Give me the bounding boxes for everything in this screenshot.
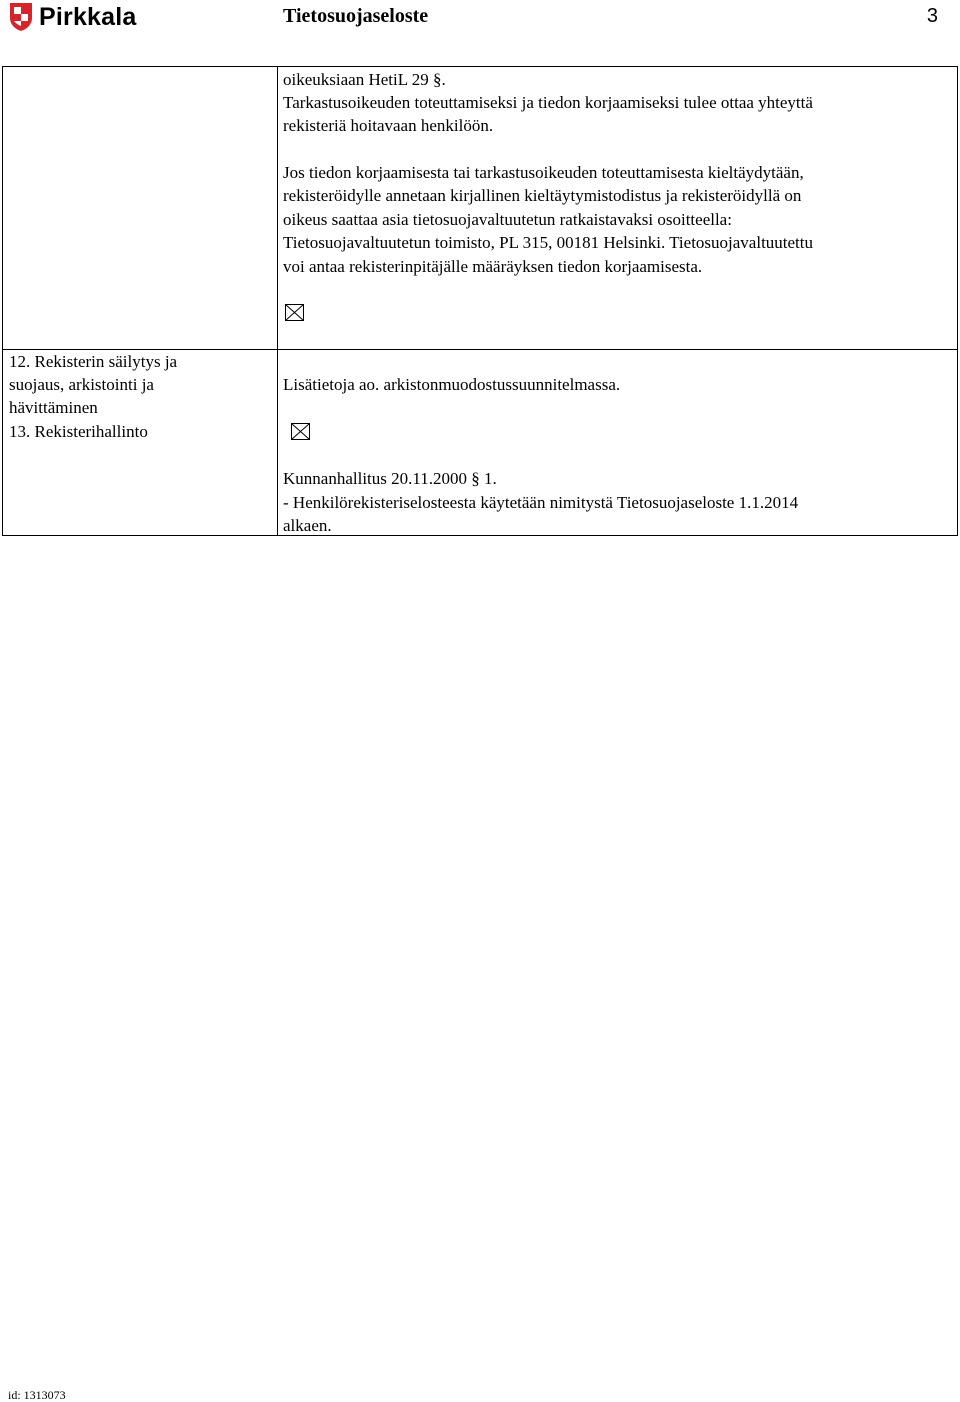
- section-12-label-line-3: hävittäminen: [9, 398, 98, 417]
- section-13-content-line-1: Kunnanhallitus 20.11.2000 § 1.: [283, 469, 497, 488]
- section-13-content-line-3: alkaen.: [283, 516, 332, 535]
- section-11-paragraph-1-line-2: Tarkastusoikeuden toteuttamiseksi ja tiedon korjaamiseksi tulee ottaa yhteyttä: [283, 93, 813, 112]
- pirkkala-crest-icon: [8, 2, 34, 32]
- section-13-label: 13. Rekisterihallinto: [9, 422, 148, 441]
- section-11-paragraph-2-line-4: Tietosuojavaltuutetun toimisto, PL 315, 00181 Helsinki. Tietosuojavaltuutettu: [283, 233, 814, 252]
- section-11-paragraph-2-line-3: oikeus saattaa asia tietosuojavaltuutetun ratkaistavaksi osoitteella:: [283, 210, 732, 229]
- document-title: Tietosuojaseloste: [283, 5, 429, 27]
- section-11-paragraph-2-line-1: Jos tiedon korjaamisesta tai tarkastusoikeuden toteuttamisesta kieltäydytään,: [283, 163, 804, 182]
- logo-text: Pirkkala: [39, 3, 137, 31]
- pirkkala-logo: [8, 2, 137, 32]
- section-12-label-line-1: 12. Rekisterin säilytys ja: [9, 352, 178, 371]
- section-12-content: Lisätietoja ao. arkistonmuodostussuunnitelmassa.: [283, 375, 621, 394]
- section-11-paragraph-1-line-1: oikeuksiaan HetiL 29 §.: [283, 70, 446, 89]
- page-header: [0, 0, 960, 34]
- section-11-paragraph-1-line-3: rekisteriä hoitavaan henkilöön.: [283, 116, 494, 135]
- section-13-content-line-2: - Henkilörekisteriselosteesta käytetään nimitystä Tietosuojaseloste 1.1.2014: [283, 493, 799, 512]
- register-table: [2, 66, 958, 536]
- section-11-paragraph-2-line-2: rekisteröidylle annetaan kirjallinen kieltäytymistodistus ja rekisteröidyllä on: [283, 186, 802, 205]
- checked-box-icon: [285, 304, 304, 321]
- column-divider: [277, 67, 278, 535]
- document-id: id: 1313073: [8, 1388, 66, 1402]
- page-number: 3: [926, 5, 938, 27]
- section-11-paragraph-2-line-5: voi antaa rekisterinpitäjälle määräyksen tiedon korjaamisesta.: [283, 257, 703, 276]
- checked-box-icon: [291, 423, 310, 440]
- section-12-label-line-2: suojaus, arkistointi ja: [9, 375, 154, 394]
